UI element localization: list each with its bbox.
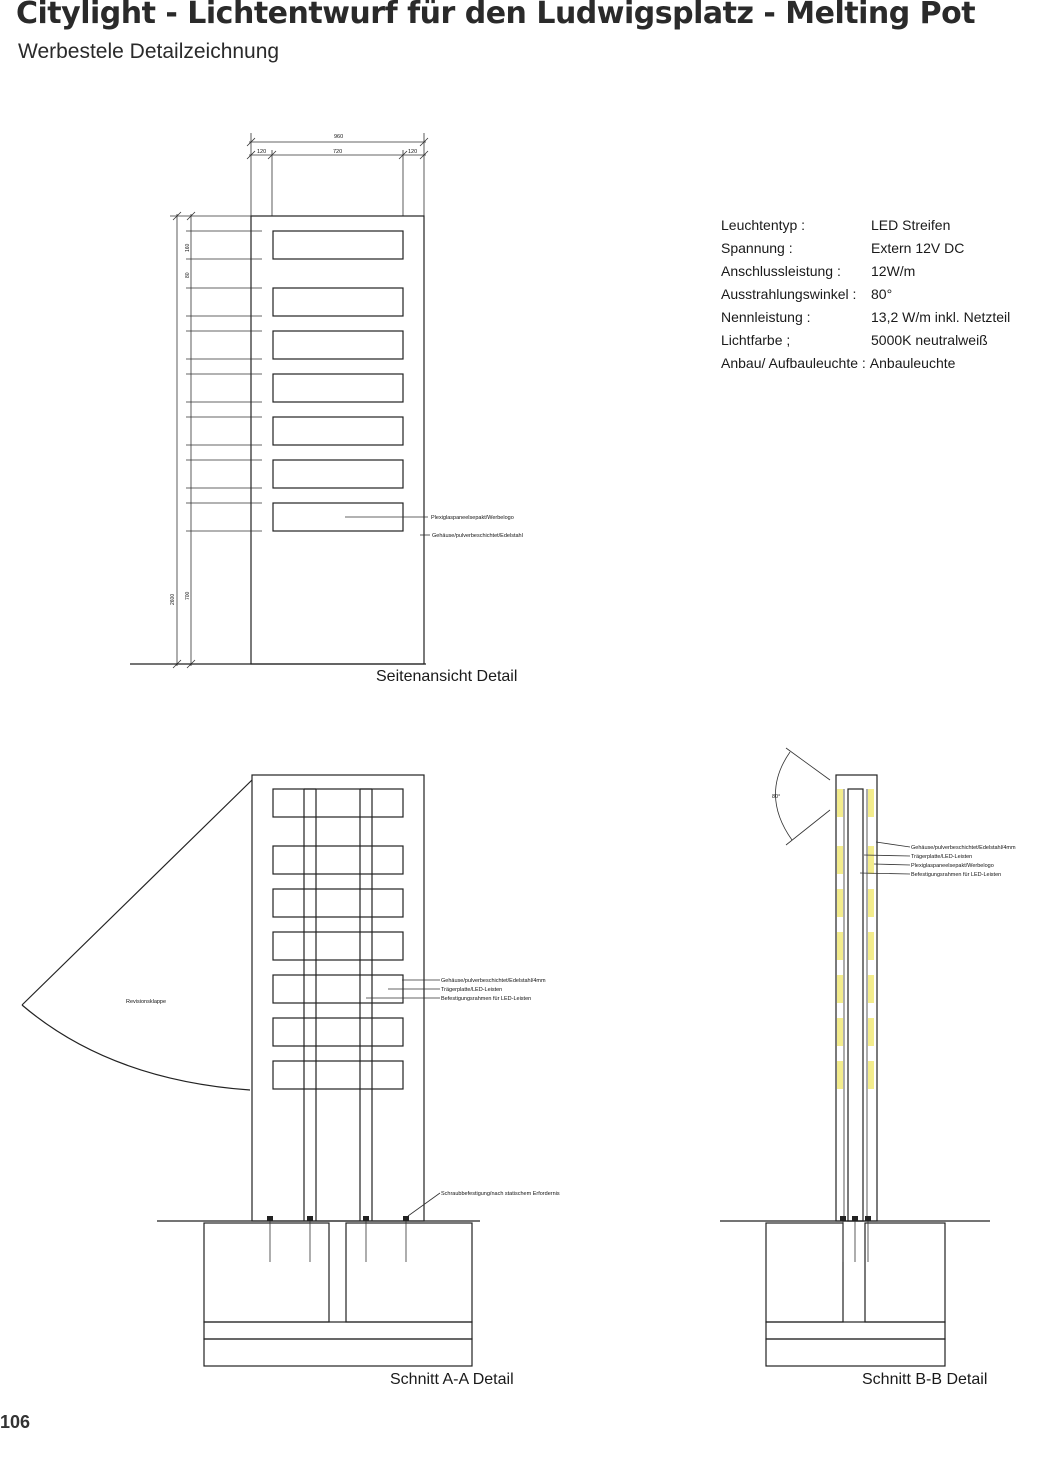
spec-value: 13,2 W/m inkl. Netzteil (871, 309, 1011, 325)
led-strips (837, 789, 874, 1089)
spec-label: Lichtfarbe ; (721, 332, 791, 348)
aa-annotation-screw: Schraubbefestigung/nach statischem Erfordernis (441, 1191, 560, 1197)
spec-value: 12W/m (871, 263, 916, 279)
caption-section-bb: Schnitt B-B Detail (862, 1371, 988, 1388)
spec-label: Anschlussleistung : (721, 263, 841, 279)
bb-annotation-carrier: Trägerplatte/LED-Leisten (911, 854, 973, 860)
dim-top-left: 120 (257, 149, 267, 155)
dim-panel-gap: 80 (185, 272, 191, 278)
dim-panel-height: 160 (185, 243, 191, 252)
spec-value: Extern 12V DC (871, 240, 965, 256)
spec-label: Anbau/ Aufbauleuchte : (721, 355, 866, 371)
section-aa-drawing (22, 775, 560, 1366)
page-title: Citylight - Lichtentwurf für den Ludwigsplatz - Melting Pot (16, 0, 976, 31)
caption-section-aa: Schnitt A-A Detail (390, 1371, 514, 1388)
dim-left-base: 700 (185, 591, 191, 600)
spec-value: LED Streifen (871, 217, 951, 233)
page-subtitle: Werbestele Detailzeichnung (18, 40, 280, 63)
bb-annotation-mount: Befestigungsrahmen für LED-Leisten (911, 872, 1002, 878)
aa-annotation-door: Revisionsklappe (126, 999, 167, 1005)
side-annotation-plexi: Plexiglaspaneelsepakt/Werbelogo (431, 515, 514, 521)
side-annotation-frame: Gehäuse/pulverbeschichtet/Edelstahl (432, 533, 523, 539)
spec-label: Leuchtentyp : (721, 217, 806, 233)
dim-top-mid: 720 (333, 149, 343, 155)
spec-value: 5000K neutralweiß (871, 332, 988, 348)
aa-annotation-mount: Befestigungsrahmen für LED-Leisten (441, 996, 532, 1002)
dim-top-total: 960 (334, 134, 344, 140)
page-number: 106 (0, 1412, 31, 1432)
aa-annotation-carrier: Trägerplatte/LED-Leisten (441, 987, 503, 993)
dim-left-total: 2600 (170, 593, 176, 605)
spec-value: 80° (871, 286, 893, 302)
dim-top-right: 120 (408, 149, 418, 155)
caption-side-view: Seitenansicht Detail (376, 668, 518, 685)
spec-value: Anbauleuchte (869, 355, 956, 371)
spec-label: Spannung : (721, 240, 793, 256)
spec-label: Nennleistung : (721, 309, 811, 325)
section-bb-drawing (720, 748, 1016, 1366)
bb-annotation-plexi: Plexiglaspaneelsepakt/Werbelogo (911, 863, 994, 869)
bb-annotation-frame: Gehäuse/pulverbeschichtet/Edelstahl/4mm (911, 845, 1016, 851)
bb-annotation-angle: 80° (772, 794, 781, 800)
spec-label: Ausstrahlungswinkel : (721, 286, 857, 302)
side-view-drawing (130, 133, 523, 668)
aa-annotation-frame: Gehäuse/pulverbeschichtet/Edelstahl/4mm (441, 978, 546, 984)
